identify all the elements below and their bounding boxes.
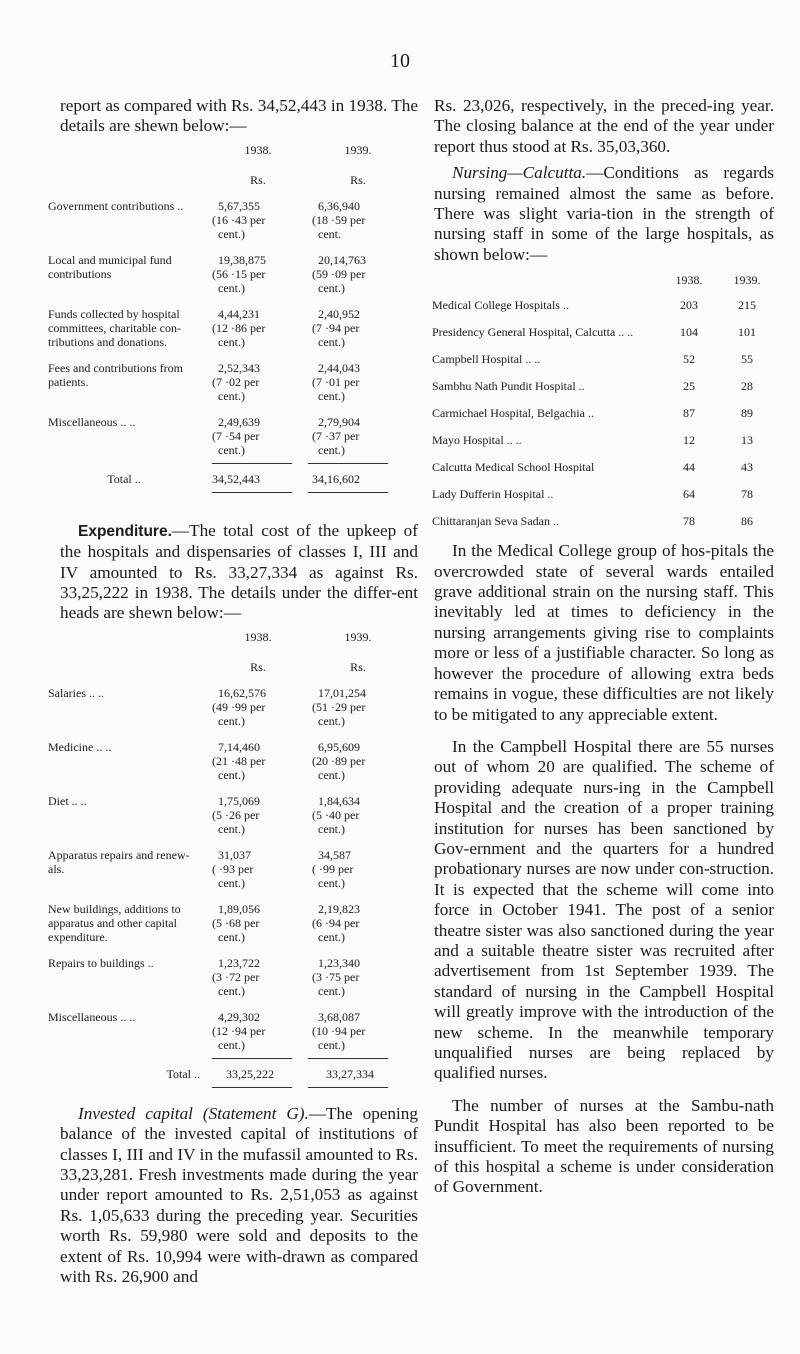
percent-unit: cent.)	[218, 334, 245, 349]
expenditure-value-1938	[204, 794, 304, 836]
percent-unit: cent.)	[218, 1037, 245, 1052]
percent: (7 ·37 per	[312, 428, 360, 443]
right-column	[434, 96, 774, 1198]
staff-count-1938: 203	[680, 298, 698, 313]
percent: ( ·93 per	[212, 861, 254, 876]
expenditure-year-1938: 1938.	[244, 629, 272, 644]
amount: 2,19,823	[318, 901, 360, 916]
amount: 2,52,343	[218, 360, 260, 375]
expenditure-value-1939	[304, 740, 404, 782]
percent: (12 ·86 per	[212, 320, 266, 335]
percent: (16 ·43 per	[212, 212, 266, 227]
nursing-text: —Conditions as regards nursing remained almost the same as before. There was slight varia-tion in the strength of nursing staff in some of the large hospitals, as shown below:—	[434, 163, 774, 264]
income-row	[48, 199, 418, 241]
staff-count-1939: 13	[741, 433, 753, 448]
staff-year-1938: 1938.	[675, 273, 703, 288]
percent-unit: cent.)	[318, 280, 345, 295]
percent: (12 ·94 per	[212, 1023, 266, 1038]
staff-count-1938: 44	[683, 460, 695, 475]
expenditure-unit-1939: Rs.	[350, 659, 366, 674]
staff-row	[432, 298, 776, 313]
amount: 20,14,763	[318, 252, 366, 267]
staff-count-1939: 215	[738, 298, 756, 313]
income-total-1939: 34,16,602	[312, 471, 360, 486]
expenditure-total-rule	[212, 1058, 418, 1059]
medical-college-paragraph: In the Medical College group of hos-pitals the overcrowded state of several wards entailed grave additional strain on the nursing staff. This inevitably led at times to deficiency in the nursing arrangements giving rise to complaints more or less of a justifiable character. So long as however the procedure of allowing extra beds remains in vogue, these difficulties are not likely to be mitigated to any appreciable extent.	[434, 541, 774, 724]
invested-capital-text: —The opening balance of the invested capital of institutions of classes I, III and IV in the mufassil amounted to Rs. 33,23,281. Fresh investments made during the year under report amounted to Rs. 2,51,053 as against Rs. 1,05,633 during the preceding year. Securities worth Rs. 59,980 were sold and deposits to the extent of Rs. 10,994 were with-drawn as compared with Rs. 26,900 and	[60, 1103, 418, 1287]
staff-count-1938: 25	[683, 379, 695, 394]
expenditure-total-1939: 33,27,334	[326, 1066, 374, 1081]
expenditure-text: —The total cost of the upkeep of the hospitals and dispensaries of classes I, III and IV amounted to Rs. 33,27,334 as against Rs. 33,25,222 in 1938. The details under the differ-ent heads are shewn below:—	[60, 520, 418, 623]
amount: 3,68,087	[318, 1009, 360, 1024]
expenditure-value-1938	[204, 956, 304, 998]
expenditure-value-1938	[204, 740, 304, 782]
percent-unit: cent.)	[218, 442, 245, 457]
expenditure-heading: Expenditure.	[78, 522, 172, 540]
percent: (7 ·01 per	[312, 374, 360, 389]
nursing-paragraph	[434, 163, 774, 265]
staff-count-1938: 87	[683, 406, 695, 421]
staff-row	[432, 433, 776, 448]
amount: 1,75,069	[218, 793, 260, 808]
percent: (5 ·26 per	[212, 807, 260, 822]
hospital-name: Chittaranjan Seva Sadan ..	[432, 514, 559, 529]
amount: 17,01,254	[318, 685, 366, 700]
percent-unit: cent.)	[318, 713, 345, 728]
left-column	[48, 96, 418, 1288]
expenditure-unit-1938: Rs.	[250, 659, 266, 674]
percent: (21 ·48 per	[212, 753, 266, 768]
amount: 1,89,056	[218, 901, 260, 916]
income-total-row	[48, 472, 418, 486]
expenditure-value-1939	[304, 902, 404, 944]
invested-capital-heading: Invested capital (Statement G).	[78, 1103, 309, 1123]
hospital-name: Sambhu Nath Pundit Hospital ..	[432, 379, 585, 394]
amount: 19,38,875	[218, 252, 266, 267]
expenditure-row	[48, 848, 418, 890]
staff-count-1938: 12	[683, 433, 695, 448]
percent-unit: cent.)	[318, 875, 345, 890]
nursing-staff-table	[432, 273, 776, 529]
amount: 31,037	[218, 847, 251, 862]
income-value-1939	[304, 415, 404, 457]
amount: 1,23,340	[318, 955, 360, 970]
income-row	[48, 253, 418, 295]
expenditure-total-row	[48, 1067, 418, 1081]
percent-unit: cent.)	[318, 983, 345, 998]
campbell-hospital-paragraph: In the Campbell Hospital there are 55 nurses out of whom 20 are qualified. The scheme of providing adequate nurs-ing in the Campbell Hospital and the creation of a proper training institution for nurses has been sanctioned by Gov-ernment and the quarters for a hundred probationary nurses are now under con-struction. It is expected that the scheme will come into force in October 1941. The post of a senior theatre sister was also sanctioned during the year and a suitable theatre sister was recruited after advertisement from 1st September 1939. The standard of nursing in the Campbell Hospital will greatly improve with the introduction of the new scheme. In the meanwhile temporary unqualified nurses are being replaced by qualified nurses.	[434, 736, 774, 1083]
staff-row	[432, 460, 776, 475]
staff-row	[432, 514, 776, 529]
income-row	[48, 415, 418, 457]
intro-paragraph: report as compared with Rs. 34,52,443 in 1938. The details are shewn below:—	[60, 96, 418, 136]
income-table-header	[48, 143, 418, 157]
staff-count-1939: 78	[741, 487, 753, 502]
income-row-label: Miscellaneous .. ..	[48, 414, 136, 429]
expenditure-total-1938: 33,25,222	[226, 1066, 274, 1081]
amount: 4,44,231	[218, 306, 260, 321]
percent: (7 ·54 per	[212, 428, 260, 443]
amount: 16,62,576	[218, 685, 266, 700]
percent: (5 ·68 per	[212, 915, 260, 930]
income-unit-1939: Rs.	[350, 172, 366, 187]
income-total-underline	[212, 492, 418, 493]
staff-count-1938: 104	[680, 325, 698, 340]
hospital-name: Medical College Hospitals ..	[432, 298, 569, 313]
expenditure-row-label: Miscellaneous .. ..	[48, 1009, 136, 1024]
expenditure-row	[48, 902, 418, 944]
expenditure-row-label: New buildings, additions to apparatus and other capital expenditure.	[48, 901, 181, 944]
expenditure-value-1939	[304, 794, 404, 836]
percent: (3 ·75 per	[312, 969, 360, 984]
percent-unit: cent.	[318, 226, 341, 241]
income-row-label: Funds collected by hospital committees, charitable con-tributions and donations.	[48, 306, 181, 349]
income-total-1938: 34,52,443	[212, 471, 260, 486]
expenditure-year-1939: 1939.	[344, 629, 372, 644]
income-row	[48, 307, 418, 349]
expenditure-value-1938	[204, 686, 304, 728]
percent-unit: cent.)	[318, 442, 345, 457]
page-number: 10	[390, 50, 410, 72]
staff-count-1939: 89	[741, 406, 753, 421]
income-row-label: Fees and contributions from patients.	[48, 360, 183, 389]
staff-row	[432, 487, 776, 502]
income-value-1938	[204, 415, 304, 457]
staff-row	[432, 379, 776, 394]
expenditure-row-label: Salaries .. ..	[48, 685, 104, 700]
expenditure-value-1938	[204, 1010, 304, 1052]
hospital-name: Campbell Hospital .. ..	[432, 352, 541, 367]
amount: 5,67,355	[218, 198, 260, 213]
amount: 2,44,043	[318, 360, 360, 375]
percent-unit: cent.)	[318, 1037, 345, 1052]
expenditure-row	[48, 794, 418, 836]
amount: 1,84,634	[318, 793, 360, 808]
income-unit-1938: Rs.	[250, 172, 266, 187]
percent: (49 ·99 per	[212, 699, 266, 714]
income-total-label: Total ..	[107, 471, 141, 486]
sambhu-nath-paragraph: The number of nurses at the Sambu-nath Pundit Hospital has also been reported to be insufficient. To meet the requirements of nursing of this hospital a scheme is under consideration of Government.	[434, 1095, 774, 1197]
expenditure-row	[48, 686, 418, 728]
amount: 6,36,940	[318, 198, 360, 213]
expenditure-table-header	[48, 630, 418, 644]
amount: 6,95,609	[318, 739, 360, 754]
expenditure-table	[48, 630, 418, 1088]
staff-row	[432, 352, 776, 367]
staff-count-1939: 101	[738, 325, 756, 340]
expenditure-row	[48, 740, 418, 782]
expenditure-row	[48, 1010, 418, 1052]
amount: 34,587	[318, 847, 351, 862]
percent: (5 ·40 per	[312, 807, 360, 822]
percent: (51 ·29 per	[312, 699, 366, 714]
expenditure-value-1938	[204, 902, 304, 944]
staff-row	[432, 406, 776, 421]
staff-count-1938: 78	[683, 514, 695, 529]
hospital-name: Carmichael Hospital, Belgachia ..	[432, 406, 594, 421]
amount: 2,40,952	[318, 306, 360, 321]
expenditure-value-1939	[304, 1010, 404, 1052]
income-row-label: Local and municipal fund contributions	[48, 252, 172, 281]
percent-unit: cent.)	[318, 929, 345, 944]
staff-year-1939: 1939.	[733, 273, 761, 288]
income-row-label: Government contributions ..	[48, 198, 184, 213]
staff-count-1939: 86	[741, 514, 753, 529]
percent: (18 ·59 per	[312, 212, 366, 227]
percent-unit: cent.)	[318, 767, 345, 782]
percent: (7 ·02 per	[212, 374, 260, 389]
expenditure-value-1939	[304, 686, 404, 728]
expenditure-row-label: Medicine .. ..	[48, 739, 112, 754]
expenditure-row-label: Apparatus repairs and renew-als.	[48, 847, 190, 876]
percent-unit: cent.)	[218, 280, 245, 295]
staff-count-1938: 64	[683, 487, 695, 502]
expenditure-paragraph	[60, 521, 418, 624]
percent-unit: cent.)	[318, 388, 345, 403]
nursing-heading: Nursing—Calcutta.	[452, 163, 587, 183]
percent-unit: cent.)	[318, 821, 345, 836]
percent: (3 ·72 per	[212, 969, 260, 984]
hospital-name: Presidency General Hospital, Calcutta .. ..	[432, 325, 634, 340]
income-table-units	[48, 173, 418, 187]
hospital-name: Calcutta Medical School Hospital	[432, 460, 595, 475]
amount: 4,29,302	[218, 1009, 260, 1024]
income-value-1939	[304, 199, 404, 241]
income-value-1938	[204, 361, 304, 403]
percent: (56 ·15 per	[212, 266, 266, 281]
expenditure-value-1938	[204, 848, 304, 890]
percent: (59 ·09 per	[312, 266, 366, 281]
percent-unit: cent.)	[218, 983, 245, 998]
amount: 2,49,639	[218, 414, 260, 429]
percent: (7 ·94 per	[312, 320, 360, 335]
continuation-paragraph: Rs. 23,026, respectively, in the preced-ing year. The closing balance at the end of the year under report thus stood at Rs. 35,03,360.	[434, 96, 774, 156]
staff-table-header	[432, 273, 776, 298]
income-value-1939	[304, 253, 404, 295]
income-total-rule	[212, 463, 418, 464]
income-value-1938	[204, 307, 304, 349]
amount: 7,14,460	[218, 739, 260, 754]
staff-count-1939: 43	[741, 460, 753, 475]
expenditure-value-1939	[304, 956, 404, 998]
income-rows	[48, 199, 418, 457]
staff-rows	[432, 298, 776, 529]
income-value-1939	[304, 307, 404, 349]
expenditure-row	[48, 956, 418, 998]
percent-unit: cent.)	[218, 226, 245, 241]
percent: (6 ·94 per	[312, 915, 360, 930]
hospital-name: Lady Dufferin Hospital ..	[432, 487, 554, 502]
income-row	[48, 361, 418, 403]
expenditure-rows	[48, 686, 418, 1052]
hospital-name: Mayo Hospital .. ..	[432, 433, 522, 448]
income-value-1938	[204, 253, 304, 295]
percent-unit: cent.)	[218, 875, 245, 890]
percent-unit: cent.)	[318, 334, 345, 349]
percent: ( ·99 per	[312, 861, 354, 876]
staff-count-1938: 52	[683, 352, 695, 367]
income-value-1939	[304, 361, 404, 403]
expenditure-total-underline	[212, 1087, 418, 1088]
income-year-1939: 1939.	[344, 142, 372, 157]
percent: (10 ·94 per	[312, 1023, 366, 1038]
expenditure-table-units	[48, 660, 418, 674]
income-table	[48, 143, 418, 493]
percent-unit: cent.)	[218, 821, 245, 836]
percent-unit: cent.)	[218, 388, 245, 403]
income-year-1938: 1938.	[244, 142, 272, 157]
amount: 1,23,722	[218, 955, 260, 970]
expenditure-row-label: Diet .. ..	[48, 793, 87, 808]
staff-row	[432, 325, 776, 340]
percent-unit: cent.)	[218, 713, 245, 728]
percent: (20 ·89 per	[312, 753, 366, 768]
expenditure-row-label: Repairs to buildings ..	[48, 955, 154, 970]
staff-count-1939: 55	[741, 352, 753, 367]
amount: 2,79,904	[318, 414, 360, 429]
staff-count-1939: 28	[741, 379, 753, 394]
invested-capital-paragraph	[60, 1104, 418, 1288]
percent-unit: cent.)	[218, 929, 245, 944]
percent-unit: cent.)	[218, 767, 245, 782]
expenditure-total-label: Total ..	[166, 1066, 200, 1081]
income-value-1938	[204, 199, 304, 241]
expenditure-value-1939	[304, 848, 404, 890]
